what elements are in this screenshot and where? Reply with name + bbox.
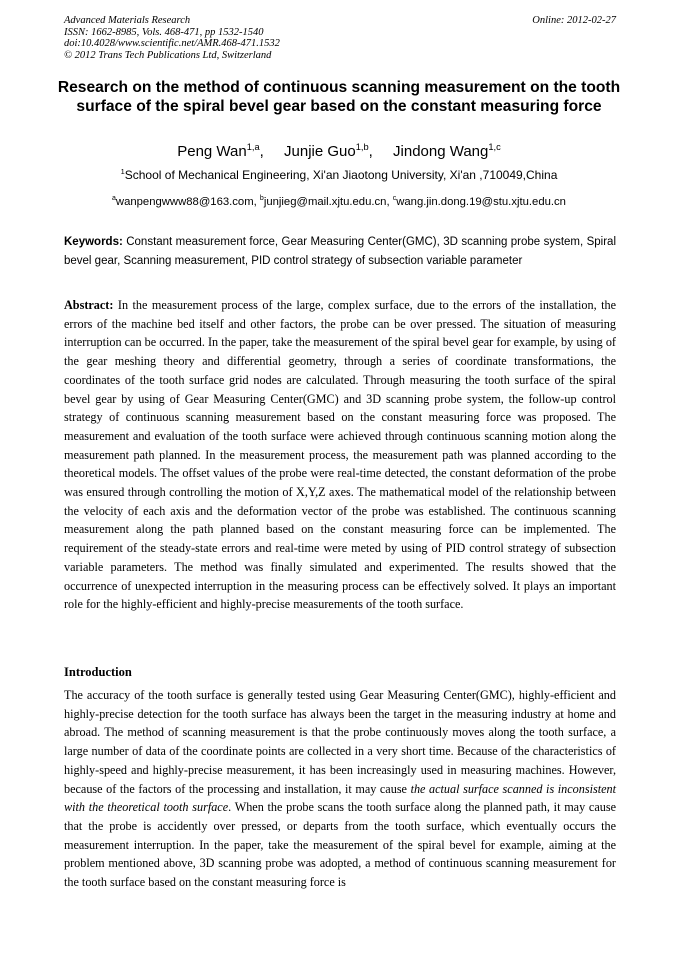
section-heading-introduction: Introduction <box>64 665 132 679</box>
online-date: Online: 2012-02-27 <box>532 15 616 26</box>
email-link[interactable]: wanpengwww88@163.com <box>115 196 254 208</box>
affiliation <box>0 168 678 183</box>
author-superscript: 1,c <box>488 142 501 152</box>
author-name: Junjie Guo <box>284 143 356 160</box>
copyright-line: © 2012 Trans Tech Publications Ltd, Switzerland <box>64 49 272 61</box>
abstract-label: Abstract: <box>64 298 114 312</box>
introduction-paragraph: The accuracy of the tooth surface is generally tested using Gear Measuring Center(GMC), highly-efficient and highly-precise detection for the tooth surface has always been the target in the measuring industry at home and abroad. The method of scanning measurement is that the probe continuously moves along the tooth surface, a large number of data of the coordinate points are collected in a very short time. Because of the characteristics of highly-speed and highly-precise measurement, it has been increasingly used in measuring machines. However, because of the factors of the processing and installation, it may cause the actual surface scanned is inconsistent with the theoretical tooth surface. When the probe scans the tooth surface along the planned path, it may cause that the probe is accidently over pressed, or departs from the tooth surface, which eventually occurs the measurement interruption. In the paper, take the measurement of the spiral bevel for example, aiming at the problem mentioned above, 3D scanning probe was adopted, a method of continuous scanning measurement for the tooth surface based on the constant measuring force is <box>64 688 616 890</box>
abstract-text: In the measurement process of the large, complex surface, due to the errors of the installation, the errors of the machine bed itself and other factors, the probe can be over pressed. The situation of measuring interruption can be occurred. In the paper, take the measurement of the spiral bevel gear for example, by using of the gear meshing theory and differential geometry, through a series of coordinate transformations, the coordinates of the tooth surface grid nodes are calculated. Through measuring the tooth surface of the spiral bevel gear by using of Gear Measuring Center(GMC) and 3D scanning probe system, the follow-up control strategy of continuous scanning measurement based on the constant measuring force was proposed. The measurement and evaluation of the tooth surface were achieved through continuous scanning motion along the measurement path planned. In the measurement process, the measurement path was planned according to the theoretical models. The offset values of the probe were real-time detected, the constant deformation of the probe was ensured through controlling the motion of X,Y,Z axes. The mathematical model of the relationship between the velocity of each axis and the deformation vector of the probe was established. The continuous scanning measurement along the path planned based on the constant measuring force can be implemented. The requirement of the steady-state errors and real-time were meted by using of PID control strategy of subsection variable parameters. The method was finally simulated and experimented. The results showed that the occurrence of unexpected interruption in the measuring process can be effectively solved. It plays an important role for the highly-efficient and highly-precise measurements of the tooth surface. <box>64 298 617 612</box>
keywords-block <box>64 233 616 270</box>
email-link[interactable]: junjieg@mail.xjtu.edu.cn <box>263 196 387 208</box>
issn-line: ISSN: 1662-8985, Vols. 468-471, pp 1532-1540 <box>64 26 264 38</box>
author-list: Peng Wan$^{1,a}$, Junjie Guo$^{1,b}$, Jindong Wang$^{1,c}$ <box>177 142 501 160</box>
author-superscript: 1,a <box>246 142 260 152</box>
keywords-text: Constant measurement force, Gear Measuring Center(GMC), 3D scanning probe system, Spiral bevel gear, Scanning measurement, PID control strategy of subsection variable parameter <box>64 236 617 267</box>
author-name: Peng Wan <box>177 143 247 160</box>
journal-header <box>64 15 616 61</box>
author-emails: $^a$wanpengwww88@163.com, $^b$junjieg@mail.xjtu.edu.cn, $^c$wang.jin.dong.19@stu.xjtu.edu.cn <box>112 195 566 208</box>
abstract-block <box>64 296 616 614</box>
paper-title: Research on the method of continuous scanning measurement on the tooth surface of the spiral bevel gear based on the constant measuring force <box>57 79 621 115</box>
email-link[interactable]: wang.jin.dong.19@stu.xjtu.edu.cn <box>396 196 566 208</box>
affiliation-superscript: 1 <box>120 167 125 176</box>
journal-name: Advanced Materials Research <box>64 15 191 26</box>
author-name: Jindong Wang <box>393 143 489 160</box>
keywords-label: Keywords: <box>64 236 123 248</box>
author-superscript: 1,b <box>355 142 369 152</box>
emphasized-text: the actual surface scanned is inconsistent with the theoretical tooth surface <box>64 781 616 815</box>
doi-line: doi:10.4028/www.scientific.net/AMR.468-471.1532 <box>64 38 280 49</box>
affiliation-text: School of Mechanical Engineering, Xi'an Jiaotong University, Xi'an ,710049,China <box>124 168 558 182</box>
